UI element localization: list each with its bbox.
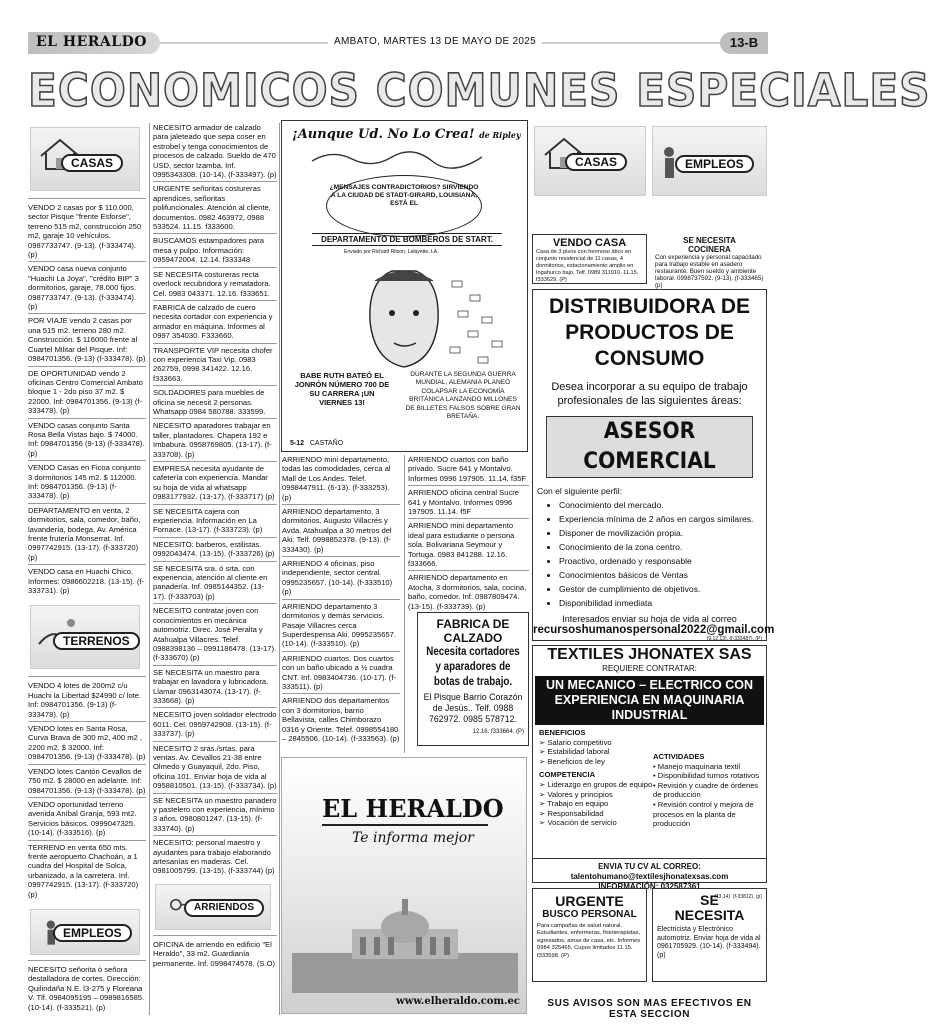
right-section-header-empleos [652, 126, 767, 196]
column-1 [28, 123, 146, 1016]
arriendos-listings-col2 [153, 940, 277, 970]
comic-date: 5-12 [290, 440, 305, 447]
classified-ad: ARRIENDO departamento en Atocha, 3 dormitorios, sala, cocina, baño, comedor. Inf. 0987809474. (13-15). (f-333739). (p) [408, 573, 527, 611]
arriendos-listings-col3a [282, 455, 400, 745]
textiles-subtitle: REQUIERE CONTRATAR: [602, 664, 697, 673]
section-header-terrenos [28, 601, 146, 677]
list-item: • Disponer de movilización propia. [559, 526, 762, 540]
urgente-ad [532, 888, 647, 982]
classified-ad: NECESITO señorita ó señora destalladora de cortes. Dirección: Quilindaña N.E. l3-275 y Floreana V. Tlf. 0984095195 – 0989816585. (10-14). (f-333521). (p) [28, 964, 145, 1012]
comic-dept: DEPARTAMENTO DE BOMBEROS DE START. [312, 233, 502, 246]
fabrica-code: 12.16. f333664. (P) [472, 729, 524, 735]
classified-ad: ARRIENDO mini departamento, todas las comodidades, cerca al Mall de Los Andes. Telef. 0998447911. (6-13). (f-333253). (p) [282, 455, 400, 505]
classified-ad: URGENTE señoritas costureras aprendices, señoritas polifuncionales. Atención al cliente, documentos. 0982 463972, 0988 533524. 11.15. f333600. [153, 184, 277, 234]
textiles-info: INFORMACIÓN: 032587361 [598, 882, 701, 891]
ripley-comic [281, 120, 528, 452]
classified-ad: BUSCAMOS estampadores para mesa y pulpo. Información: 0959472004. 12.14. f333348 [153, 236, 277, 267]
comic-artist: CASTAÑO [309, 440, 344, 447]
perfil-list [537, 498, 762, 610]
se-necesita-ad [652, 888, 767, 982]
vendo-casa-title: VENDO CASA [552, 237, 627, 249]
section-title-casas: CASAS [61, 154, 123, 172]
classified-ad: POR VIAJE vendo 2 casas por una 515 m2. terreno 280 m2. Construcción. $ 116000 frente al Cuartel Militar del Pisque. Inf: 0984701356. (9-13) (f-333478). (p) [28, 316, 146, 366]
column-divider [404, 455, 405, 753]
classified-ad: VENDO casas conjunto Santa Rosa Bella Vistas bajo. $ 74000. Inf: 0984701356 (9-13) (f-333478). (p) [28, 421, 146, 462]
classified-ad: ARRIENDO departamento 3 dormitorios y demás servicios. Pasaje Villacres cerca Superdespensa Aki. 0995235657. (10-14). (f-333510). (p) [282, 602, 400, 652]
classified-ad: SE NECESITA un maestro para trabajar en lavadora y lubricadora. Llamar 0963143074. (13-17). (f-333668). (p) [153, 668, 277, 709]
section-header-arriendos [153, 880, 277, 936]
section-graphic [30, 605, 140, 669]
comic-title-text: ¡Aunque Ud. No Lo Crea! [292, 127, 475, 142]
actividades-list [653, 762, 765, 829]
list-item: ➢ Responsabilidad [539, 808, 604, 818]
classified-ad: ARRIENDO mini departamento ideal para estudiante o persona sola. Bolivariana Seymour y Tortuga. 0983 841288. 12.16. f333666. [408, 521, 529, 571]
classified-ad: ARRIENDO 4 oficinas, piso independiente, sector central. 0995235657. (10-14). (f-333510) (p) [282, 559, 400, 600]
list-item: ➢ Salario competitivo [539, 737, 612, 747]
column-divider [279, 123, 280, 1015]
list-item: ➢ Vocación de servicio [539, 818, 617, 828]
textiles-left-col [539, 728, 657, 828]
distribuidora-code: (9,12,13). (f-333487). (P) [706, 636, 762, 642]
classified-ad: ARRIENDO dos departamentos con 3 dormitorios, barrio Bellavista, calles Chimborazo 0316 y Oriente. Telef. 0998554180 – 2845506. (10-14). (f-333563). (p) [282, 696, 400, 743]
list-item: • Revisión control y mejora de procesos en la planta de producción [653, 799, 754, 829]
page-number: 13-B [720, 32, 768, 54]
vendo-casa-body: Casa de 3 pisos con hermoso ático en conjunto residencial de 11 casas, 4 dormitorios, estacionamiento amplio en Ingahurco bajo. Telf. 0989 311010. 11.15. f333629. (P) [536, 249, 639, 283]
list-item: ➢ Beneficios de ley [539, 756, 605, 766]
classified-ad: ARRIENDO oficina central Sucre 641 y Montalvo. Informes 0996 197905. 11.14. f5F [408, 488, 529, 519]
classified-ad: ARRIENDO departamento, 3 dormitorios, Augusto Villacrés y Avda. Atahualpa a 30 metros del Aki. Telf. 0998852378. (9-13). (f-333430). (p) [282, 507, 400, 557]
list-item: • Experiencia mínima de 2 años en cargos similares. [559, 512, 762, 526]
distribuidora-title: DISTRIBUIDORA DE PRODUCTOS DE CONSUMO [548, 295, 751, 370]
classified-ad: NECESITO 2 sras./srtas. para ventas. Av. Cevallos 21-38 entre Olmedo y Guayaquil, 2do. Piso, oficina 101. Enviar hoja de vida al 0958810501. (13-15). (f-333734). (p) [153, 744, 277, 794]
textiles-ad [532, 645, 767, 900]
classified-ad: EMPRESA necesita ayudante de cafetería con experiencia. Mandar su hoja de vida al whatsapp 0983177932. (13-17). (f-333717) (p) [153, 464, 277, 505]
cocinera-body: Con experiencia y personal capacitado para trabajo estable en asadero restaurante. Buen sueldo y ambiente laboral. 0998737592. (9-13). (f-333465) (p) [655, 254, 764, 289]
classified-ad: NECESITO contratar joven con conocimientos en mecánica automotriz. Direc. José Peralta y Atahualpa Villacres. Telef. 0988398136 – 0991186478. (13-17). (f-333670) (p) [153, 606, 277, 665]
perfil-label: Con el siguiente perfil: [537, 486, 623, 496]
comic-credit: Enviado por Richard Ritson, Lafayette, LA. [344, 249, 439, 255]
classified-ad: FABRICA de calzado de cuero necesita cortador con experiencia y armador en máquina. Informes al 0997 354030. F333660. [153, 303, 277, 344]
classified-ad: VENDO lotes en Santa Rosa, Curva Brava de 300 m2, 400 m2 , 2200 m2. $ 32000. Inf: 0984701356. (9-13) (f-333478). (p) [28, 724, 146, 765]
heraldo-slogan: Te informa mejor [352, 830, 474, 846]
classified-ad: SE NECESITA cajera con experiencia. Información en La Fornace. (13-17). (f-333723). (p) [153, 507, 277, 538]
list-item: ➢ Trabajo en equipo [539, 799, 609, 809]
cocinera-title2: COCINERA [688, 245, 731, 254]
classified-ad: VENDO 4 lotes de 200m2 c/u Huachi la Libertad $24990 c/ lote. Inf: 0984701356. (9-13) (f-333478). (p) [28, 681, 146, 722]
list-item: • Proactivo, ordenado y responsable [559, 554, 762, 568]
classified-ad: VENDO Casas en Ficoa conjunto 3 dormitorios 145 m2. $ 112000. Inf: 0984701356. (9-13) (f-333478). (p) [28, 463, 146, 504]
actividades-label: ACTIVIDADES [653, 752, 705, 761]
list-item: • Conocimiento del mercado. [559, 498, 762, 512]
list-item: • Gestor de cumplimiento de objetivos. [559, 582, 762, 596]
cocinera-title1: SE NECESITA [683, 236, 736, 245]
empleos-listings-col2 [153, 123, 277, 878]
distribuidora-email[interactable]: recursoshumanospersonal2022@gmail.com [533, 624, 775, 636]
list-item: ➢ Valores y principios [539, 789, 613, 799]
classified-ad: TERRENO en venta 650 mts. frente aeropuerto Chachoán, a 1 cuadra del Hospital de Solca, urbanizado, a la carretera. Inf. 0997742915. (13-17). (f-333720) (p) [28, 842, 139, 899]
fabrica-calzado-ad [417, 612, 529, 746]
section-title-casas-right: CASAS [565, 153, 627, 171]
section-title-terrenos: TERRENOS [53, 632, 140, 650]
textiles-title: TEXTILES JHONATEX SAS [547, 646, 752, 663]
competencia-label: COMPETENCIA [539, 770, 596, 780]
section-graphic [30, 127, 140, 191]
se-necesita-title1: SE [700, 892, 719, 908]
section-banner: ECONOMICOS COMUNES ESPECIALES [28, 64, 931, 117]
urgente-body: Para campañas de salud natural. Estudiantes, enfermeras, fisioterapistas, egresados, amas de casa, etc. Informes 0984 325465. Cupos limitados 11.15. f333598. (P) [537, 923, 641, 959]
list-item: ➢ Estabilidad laboral [539, 747, 610, 757]
classified-ad: DE OPORTUNIDAD vendo 2 oficinas Centro Comercial Ambato bloque 1 - 2do piso 37 m2. $ 22000. Inf: 0984701356. (9-13) (f-333478). (p) [28, 369, 146, 419]
classified-ad: SOLDADORES para muebles de oficina se necesit 2 personas. Whatsapp 0984 580788. 333599. [153, 388, 277, 419]
competencia-list [539, 780, 657, 828]
list-item: • Conocimientos básicos de Ventas [559, 568, 762, 582]
list-item: • Disponibilidad inmediata [559, 596, 762, 610]
empleos-listings-col1 [28, 965, 146, 1014]
section-header-empleos [28, 905, 146, 961]
cocinera-ad [652, 234, 767, 289]
building-illustration [292, 883, 518, 993]
distribuidora-subtitle: Desea incorporar a su equipo de trabajo profesionales de las siguientes áreas: [551, 381, 748, 407]
section-graphic [30, 909, 140, 955]
classified-ad: SE NECESITA sra. ó srta. con experiencia, atención al cliente en panadería. Inf. 0985144352. (13-17). (f-333703) (p) [153, 564, 277, 605]
terrenos-listings [28, 681, 146, 901]
classified-ad: ARRIENDO cuartos. Dos cuartos con un baño ubicado a ½ cuadra CNT. Inf. 0983404736. (10-17). (f-333511). (p) [282, 654, 400, 695]
column-divider [149, 123, 150, 1015]
section-title-arriendos: ARRIENDOS [184, 899, 264, 917]
comic-brand: de Ripley [479, 130, 521, 140]
section-title-empleos: EMPLEOS [53, 924, 132, 942]
heraldo-promo [281, 757, 527, 1014]
classified-ad: DEPARTAMENTO en venta, 2 dormitorios, sala, comedor, baño, lavandería, bodega, Av. América frente frutería Monserrat. Inf. 0997742915. (13-17). (f-333720) (p) [28, 506, 146, 565]
masthead-tab [28, 32, 160, 54]
classified-ad: NECESITO aparadores trabajar en taller, plantadores. Chapera 192 e Imbabura. 0958769805. (13-17). (f-333708). (p) [153, 421, 277, 462]
classified-ad: NECESITO: barberos, estilistas. 0992043474. (13-15). (f-333726) (p) [153, 540, 277, 562]
fabrica-title: FABRICA DE CALZADO [436, 617, 510, 645]
list-item: • Disponibilidad turnos rotativos [653, 771, 760, 781]
classified-ad: VENDO 2 casas por $ 110.000, sector Pisque "frente Esforse", terreno 515 m2, construcción 250 m2, garaje 10 vehículos. 0987733747. (9-13). (f-333474). (p) [28, 203, 146, 262]
classified-ad: VENDO casa en Huachi Chico. Informes: 0986602218. (13-15). (f-333731). (p) [28, 567, 145, 596]
distribuidora-ad [532, 289, 775, 642]
comic-footer [290, 440, 343, 447]
classified-ad: VENDO casa nueva conjunto "Huachi La Joya", "crédito BIP" 3 dormitorios, garaje, 78.000 fijos. 0987733747. (9-13). (f-333474). (p) [28, 264, 146, 314]
heraldo-logo: EL HERALDO [322, 794, 504, 823]
header-bar [28, 32, 768, 54]
logo-rule [322, 824, 488, 826]
list-item: • Manejo maquinaria textil [653, 761, 741, 771]
urgente-subtitle: BUSCO PERSONAL [542, 909, 637, 920]
beneficios-list [539, 738, 657, 767]
perfil-section [533, 478, 766, 610]
section-header-casas [28, 123, 146, 199]
vendo-casa-ad [532, 234, 647, 284]
classified-ad: SE NECESITA un maestro panadero y pastelero con experiencia, mínimo 3 años. 0980801247. (13-15). (f-333740). (p) [153, 796, 277, 837]
column-3b [408, 455, 529, 615]
comic-caption-war: DURANTE LA SEGUNDA GUERRA MUNDIAL, ALEMANIA PLANEÓ COLAPSAR LA ECONOMÍA BRITÁNICA LANZANDO MILLONES DE BILLETES FALSOS SOBRE GRAN BRETAÑA. [405, 371, 521, 421]
asesor-comercial-banner: ASESOR COMERCIAL [546, 416, 753, 478]
casas-listings [28, 203, 146, 597]
classified-ad: ARRIENDO cuartos con baño privado. Sucre 641 y Montalvo. Informes 0996 197905. 11.14. f35F [408, 455, 529, 486]
textiles-role: UN MECANICO – ELECTRICO CON EXPERIENCIA EN MAQUINARIA INDUSTRIAL [535, 676, 764, 725]
section-title-empleos-right: EMPLEOS [675, 155, 754, 173]
heraldo-website: www.elheraldo.com.ec [396, 996, 520, 1007]
beneficios-label: BENEFICIOS [539, 728, 586, 737]
textiles-code: (13,14). (f-33812). (p) [714, 894, 762, 900]
textiles-email[interactable]: talentohumano@textilesjhonatexsas.com [570, 872, 729, 881]
classified-ad: SE NECESITA costureras recta overlock recubridora y rematadora. Cel. 0983 043371. 12.16. f333651. [153, 270, 277, 301]
classified-ad: OFICINA de arriendo en edificio "El Heraldo", 33 m2. Guardianía permanente. Inf. 0998474578. (S.O) [153, 939, 276, 968]
fabrica-contact: El Pisque Barrio Corazón de Jesús.. Telf. 0988 762972. 0985 578712. [423, 692, 523, 724]
column-3a [282, 455, 400, 747]
classified-ad: TRANSPORTE VIP necesita chofer con experiencia Taxi Vip. 0983 262759, 0998 341422. 12.16. f333663. [153, 346, 277, 387]
textiles-details [533, 728, 766, 858]
se-necesita-title2: NECESITA [674, 907, 745, 923]
se-necesita-body: Electricista y Electrónico automotriz. Enviar hoja de vida al 0961705929. (10-14). (f-333494). (p) [657, 926, 761, 959]
comic-caption-ruth: BABE RUTH BATEÓ EL JONRÓN NÚMERO 700 DE SU CARRERA ¡UN VIERNES 13! [294, 371, 390, 407]
dateline: AMBATO, MARTES 13 DE MAYO DE 2025 [328, 36, 542, 47]
fabrica-body: Necesita cortadores y aparadores de botas de trabajo. [426, 646, 520, 688]
textiles-right-col [653, 752, 765, 829]
classified-ad: NECESITO: personal maestro y ayudantes para trabajo elaborando artesanías en maderas. Cel. 0981005799. (13-15). (f-333744) (p) [153, 838, 275, 876]
urgente-title: URGENTE [555, 893, 624, 909]
classified-ad: VENDO lotes Cantón Cevallos de 750 m2. $ 28000 en adelante. Inf: 0984701356. (9-13) (f-333478). (p) [28, 767, 146, 798]
distribuidora-contact: Interesados enviar su hoja de vida al correo [562, 614, 737, 624]
classified-ad: VENDO oportunidad terreno avenida Aníbal Granja, 593 mt2. Servicios básicos. 0999047325. (10-14). (f-333516). (p) [28, 800, 146, 841]
right-section-header-casas [534, 126, 646, 196]
list-item: • Revisión y cuadre de órdenes de producción [653, 780, 759, 800]
column-2 [153, 123, 277, 972]
section-graphic [155, 884, 271, 930]
arriendos-listings-col3b [408, 455, 529, 613]
envia-label: ENVIA TU CV AL CORREO: [598, 862, 701, 871]
list-item: • Conocimiento de la zona centro. [559, 540, 762, 554]
classified-ad: NECESITO armador de calzado para jaleteado que sepa coser en estrobel y tenga conocimientos de procesos de calzado. Sueldo de 470 USD, sector Izamba. Inf. 0995343308. (10-14). (f-333497). (p) [153, 123, 277, 182]
classified-ad: NECESITO joven soldador electrodo 6011. Cel. 0959742908. (13-15). (f-333737). (p) [153, 710, 277, 741]
comic-bubble: ¿MENSAJES CONTRADICTORIOS? SIRVIENDO A LA CIUDAD DE STADT-GIRARD, LOUISIANA, ESTÁ EL [326, 175, 482, 237]
newspaper-name: EL HERALDO [36, 34, 147, 50]
list-item: ➢ Liderazgo en grupos de equipo [539, 779, 653, 789]
promo-footer: SUS AVISOS SON MAS EFECTIVOS EN ESTA SECCION [547, 998, 752, 1020]
